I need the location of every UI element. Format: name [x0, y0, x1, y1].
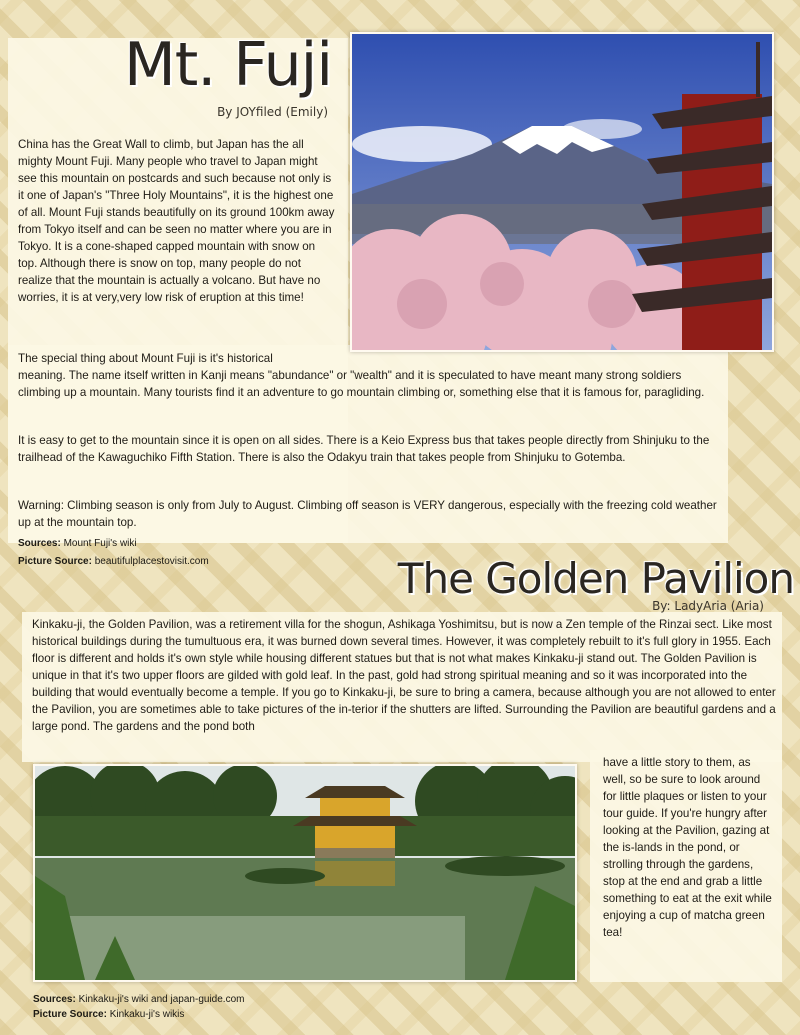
golden-paragraph-1: Kinkaku-ji, the Golden Pavilion, was a retirement villa for the shogun, Ashikaga Yoshimitsu, but is now a Zen temple of the Rinzai sect. Like most historical buildings during the tumultuous era, it was burned down several times. However, it was completely rebuilt to it's full glory in 1955. Each floor is different and holds it's own style while housing different statues but that is not what makes Kinkaku-ji stand out. The Golden Pavilion is unique in that it's two upper floors are gilded with gold leaf. In the past, gold had strong spiritual meaning and so it was incorporated into the building that would eventually become a temple. If you go to Kinkaku-ji, be sure to bring a camera, because although you are not allowed to enter the Pavilion, you are sometimes able to take pictures of the in-terior if the shutters are lifted. Surrounding the Pavilion are beautiful gardens and a large pond. The gardens and the pond both [32, 618, 776, 733]
golden-title: The Golden Pavilion [397, 554, 794, 603]
golden-picture-value: Kinkaku-ji's wikis [109, 1009, 185, 1020]
fuji-paragraph-4: Warning: Climbing season is only from July to August. Climbing off season is VERY dangerous, especially with the freezing cold weather up at the mountain top. [18, 499, 717, 529]
golden-picture-label: Picture Source: [33, 1009, 107, 1020]
fuji-picture-value: beautifulplacestovisit.com [94, 556, 209, 567]
fuji-paragraph-2: meaning. The name itself written in Kanji means "abundance" or "wealth" and it is speculated to have meant many strong soldiers climbing up a mountain. Many tourists find it an adventure to go mountain climbing or, something else that it is famous for, paragliding. [18, 369, 705, 399]
fuji-picture-label: Picture Source: [18, 556, 92, 567]
golden-byline: By: LadyAria (Aria) [652, 599, 764, 613]
golden-sources-value: Kinkaku-ji's wiki and japan-guide.com [78, 994, 245, 1005]
fuji-paragraph-1: China has the Great Wall to climb, but Japan has the all mighty Mount Fuji. Many people who travel to Japan might see this mountain on postcards and such because not only is it one of Japan's "Three Holy Mountains", it is the highest one of all. Mount Fuji stands beautifully on its ground 100km away from Tokyo itself and can be seen no matter where you are in Tokyo. It is a cone-shaped capped mountain with snow on top. Although there is snow on top, many people do not realize that the mountain is actually a volcano. But have no worries, it is at very,very low risk of eruption at this time! [18, 138, 335, 304]
golden-sources [33, 994, 244, 1005]
golden-sources-label: Sources: [33, 994, 76, 1005]
fuji-paragraph-3: It is easy to get to the mountain since it is open on all sides. There is a Keio Express bus that takes people directly from Shinjuku to the trailhead of the Kawaguchiko Fifth Station. There is also the Odakyu train that takes people from Shinjuku to Gotemba. [18, 434, 710, 464]
fuji-picture-source [18, 556, 209, 567]
fuji-sources-value: Mount Fuji's wiki [63, 538, 137, 549]
fuji-sources-label: Sources: [18, 538, 61, 549]
golden-paragraph-2: have a little story to them, as well, so be sure to look around for little plaques or listen to your tour guide. If you're hungry after looking at the Pavilion, gazing at the is-lands in the pond, or strolling through the gardens, stop at the end and grab a little something to eat at the exit while enjoying a cup of matcha green tea! [603, 756, 772, 939]
golden-picture-source [33, 1009, 184, 1020]
fuji-byline: By JOYfiled (Emily) [217, 105, 328, 119]
fuji-paragraph-2-line-1: The special thing about Mount Fuji is it's historical [18, 352, 273, 365]
mt-fuji-photo [350, 32, 774, 352]
golden-pavilion-photo [33, 764, 577, 982]
fuji-sources [18, 538, 137, 549]
fuji-title: Mt. Fuji [123, 30, 332, 100]
